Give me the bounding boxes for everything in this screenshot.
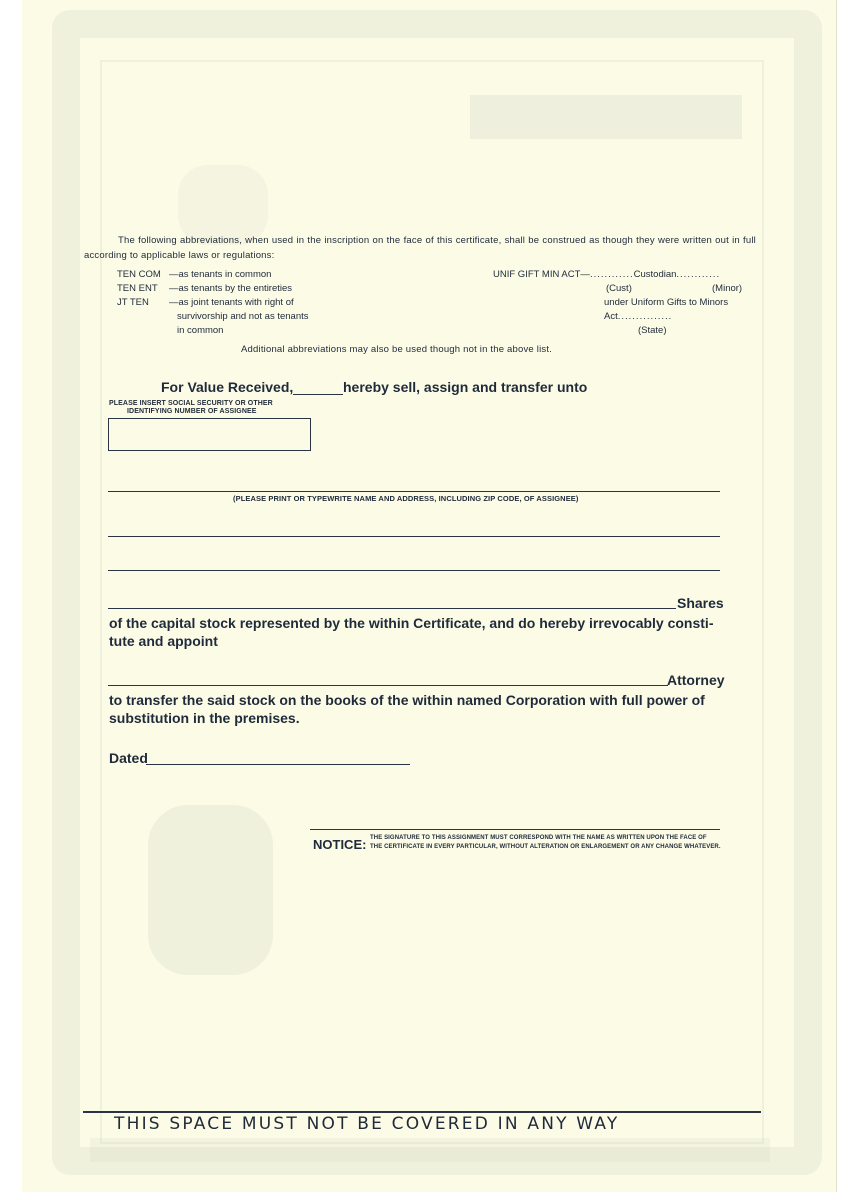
state-caption: (State) xyxy=(638,325,667,336)
abbr-code: TEN ENT xyxy=(117,283,158,294)
transfer-text-2: substitution in the premises. xyxy=(109,710,300,726)
assignee-address-line-1[interactable] xyxy=(108,536,720,537)
faded-bottom-strip xyxy=(90,1138,770,1162)
additional-abbreviations-note: Additional abbreviations may also be used though not in the above list. xyxy=(241,344,553,355)
unif-gift-line xyxy=(493,268,720,283)
for-value-received: For Value Received, xyxy=(161,379,294,395)
hereby-assign-text: hereby sell, assign and transfer unto xyxy=(343,379,588,395)
custodian-blank: ............ xyxy=(589,269,634,280)
seller-blank-line[interactable] xyxy=(293,394,343,395)
abbr-jt-ten-cont-2: in common xyxy=(177,325,224,336)
uniform-gifts-line: under Uniform Gifts to Minors xyxy=(604,297,729,308)
abbr-meaning: —as joint tenants with right of xyxy=(169,297,294,308)
capital-stock-text-2: tute and appoint xyxy=(109,633,218,649)
abbr-jt-ten xyxy=(117,296,294,311)
minor-blank: ............ xyxy=(676,269,721,280)
attorney-label: Attorney xyxy=(667,672,725,688)
abbr-ten-ent xyxy=(117,282,292,297)
abbr-code: JT TEN xyxy=(117,297,149,308)
faded-banner xyxy=(470,95,742,139)
ssn-label-2: IDENTIFYING NUMBER OF ASSIGNEE xyxy=(127,408,257,415)
ssn-input-box[interactable] xyxy=(108,418,311,451)
footer-rule xyxy=(83,1111,761,1113)
act-line xyxy=(604,310,672,325)
unif-gift-label: UNIF GIFT MIN ACT— xyxy=(493,269,590,280)
notice-label: NOTICE: xyxy=(313,837,367,852)
notice-text-1: THE SIGNATURE TO THIS ASSIGNMENT MUST CORRESPOND WITH THE NAME AS WRITTEN UPON THE FACE OF xyxy=(370,835,707,841)
abbr-meaning: —as tenants by the entireties xyxy=(169,283,293,294)
notice-text-2: THE CERTIFICATE IN EVERY PARTICULAR, WITHOUT ALTERATION OR ENLARGEMENT OR ANY CHANGE WHATEVER. xyxy=(370,844,721,850)
faded-vignette xyxy=(148,805,273,975)
custodian-label: Custodian xyxy=(633,269,677,280)
assignee-address-line-2[interactable] xyxy=(108,570,720,571)
minor-caption: (Minor) xyxy=(712,283,743,294)
transfer-text-1: to transfer the said stock on the books of the within named Corporation with full power of xyxy=(109,692,705,708)
footer-warning: THIS SPACE MUST NOT BE COVERED IN ANY WAY xyxy=(114,1114,620,1134)
dated-blank-line[interactable] xyxy=(146,764,410,765)
shares-label: Shares xyxy=(677,595,724,611)
signature-line[interactable] xyxy=(310,829,720,830)
capital-stock-text-1: of the capital stock represented by the within Certificate, and do hereby irrevocably consti- xyxy=(109,615,714,631)
abbr-jt-ten-cont-1: survivorship and not as tenants xyxy=(177,311,309,322)
assignee-name-line[interactable] xyxy=(108,491,720,492)
abbr-meaning: —as tenants in common xyxy=(169,269,272,280)
abbr-ten-com xyxy=(117,268,271,283)
dated-label: Dated xyxy=(109,750,148,766)
assignee-caption: (PLEASE PRINT OR TYPEWRITE NAME AND ADDRESS, INCLUDING ZIP CODE, OF ASSIGNEE) xyxy=(233,494,579,503)
abbreviations-intro: The following abbreviations, when used in the inscription on the face of this certificate, shall be construed as though they were written out in full according to applicable laws or regulations: xyxy=(84,235,756,261)
shares-blank-line[interactable] xyxy=(108,608,676,609)
cust-caption: (Cust) xyxy=(606,283,632,294)
ssn-label-1: PLEASE INSERT SOCIAL SECURITY OR OTHER xyxy=(109,400,273,407)
state-blank: ............... xyxy=(617,311,673,322)
attorney-blank-line[interactable] xyxy=(108,685,668,686)
act-label: Act xyxy=(604,311,618,322)
abbr-code: TEN COM xyxy=(117,269,161,280)
